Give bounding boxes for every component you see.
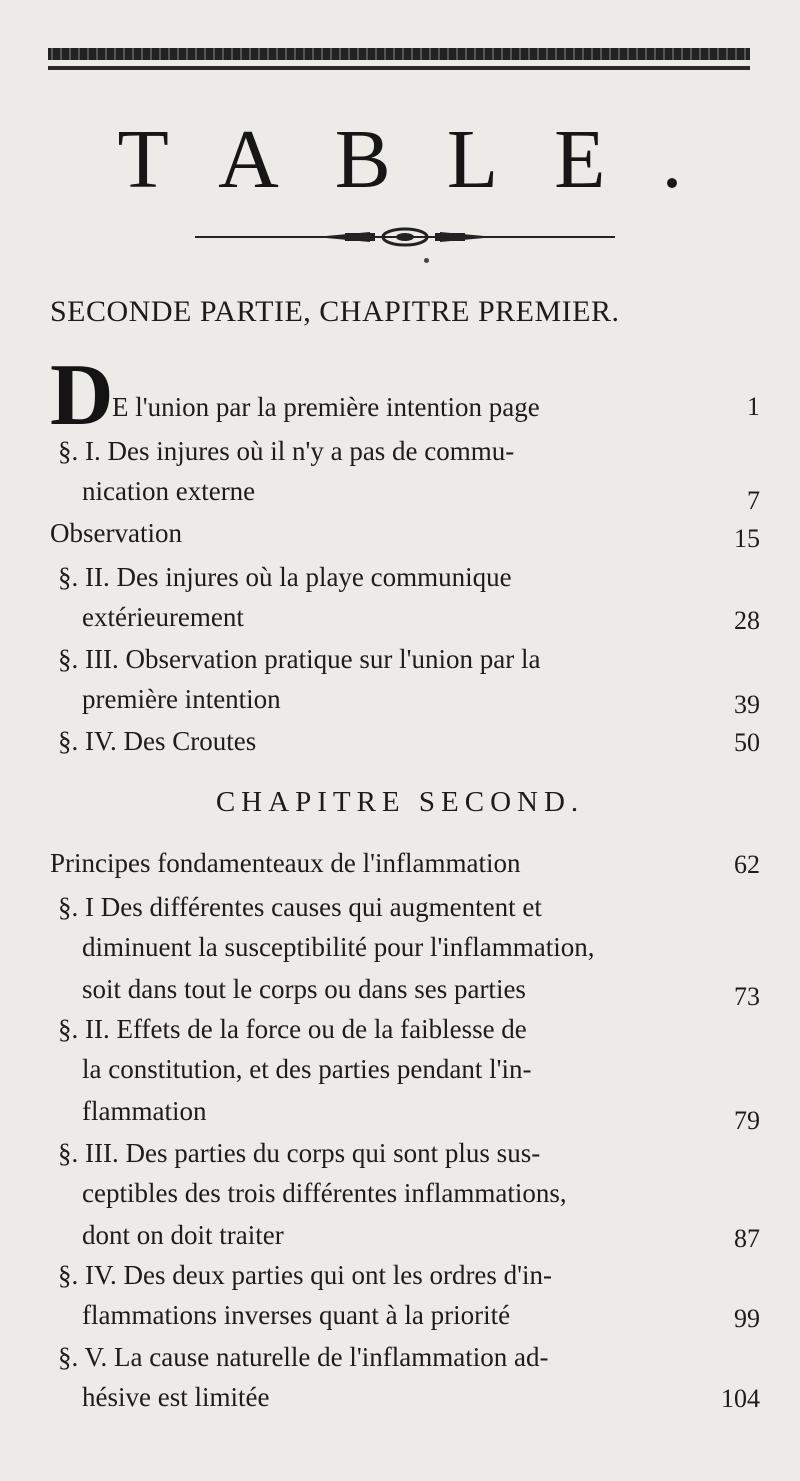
toc-entry-line: §. III. Des parties du corps qui sont plus sus- xyxy=(58,1138,541,1168)
toc-page-number: 87 xyxy=(734,1224,760,1253)
toc-entry-line: première intention xyxy=(82,684,281,714)
toc-entry-line: diminuent la susceptibilité pour l'inflammation, xyxy=(82,932,595,962)
toc-page-number: 73 xyxy=(734,982,760,1011)
toc-entry-line: §. V. La cause naturelle de l'inflammation ad- xyxy=(58,1342,549,1372)
toc-entry-line: flammation xyxy=(82,1096,207,1126)
top-rule-thin xyxy=(48,66,750,70)
toc-entry-line: §. II. Des injures où la playe communique xyxy=(58,562,512,592)
divider-ornament xyxy=(195,222,615,252)
toc-entry-line: §. III. Observation pratique sur l'union par la xyxy=(58,644,541,674)
toc-entry-line: §. I. Des injures où il n'y a pas de commu- xyxy=(58,436,515,466)
toc-entry-line: extérieurement xyxy=(82,602,244,632)
page-title: TABLE. xyxy=(117,113,739,206)
toc-entry-line: dont on doit traiter xyxy=(82,1220,284,1250)
toc-page-number: 79 xyxy=(734,1106,760,1135)
toc-page-number: 50 xyxy=(734,728,760,757)
ornament-dot xyxy=(424,258,429,263)
toc-entry-line: nication externe xyxy=(82,476,256,506)
toc-entry-line: Principes fondamenteaux de l'inflammation xyxy=(50,848,521,878)
toc-entry-line: ceptibles des trois différentes inflammations, xyxy=(82,1178,567,1208)
toc-page-number: 104 xyxy=(721,1384,760,1413)
section-heading: SECONDE PARTIE, CHAPITRE PREMIER. xyxy=(50,295,620,328)
toc-page-number: 15 xyxy=(734,524,760,553)
top-rule-ornament xyxy=(48,48,750,60)
toc-page-number: 28 xyxy=(734,606,760,635)
toc-entry-line: E l'union par la première intention page xyxy=(112,392,540,422)
toc-entry-line: flammations inverses quant à la priorité xyxy=(82,1300,511,1330)
toc-page-number: 62 xyxy=(734,850,760,879)
toc-page-number: 7 xyxy=(747,486,760,515)
drop-cap: D xyxy=(50,347,114,444)
toc-entry-line: soit dans tout le corps ou dans ses parties xyxy=(82,974,526,1004)
toc-entry-line: §. IV. Des Croutes xyxy=(58,726,257,756)
toc-page-number: 1 xyxy=(747,392,760,421)
toc-entry-line: hésive est limitée xyxy=(82,1382,270,1412)
toc-entry-line: la constitution, et des parties pendant l'in- xyxy=(82,1054,532,1084)
toc-entry-line: Observation xyxy=(50,518,182,548)
toc-entry-line: §. II. Effets de la force ou de la faiblesse de xyxy=(58,1014,527,1044)
chapter-heading: CHAPITRE SECOND. xyxy=(215,786,585,818)
toc-page-number: 99 xyxy=(734,1304,760,1333)
toc-page-number: 39 xyxy=(734,690,760,719)
toc-entry-line: §. I Des différentes causes qui augmentent et xyxy=(58,892,542,922)
toc-entry-line: §. IV. Des deux parties qui ont les ordres d'in- xyxy=(58,1260,553,1290)
